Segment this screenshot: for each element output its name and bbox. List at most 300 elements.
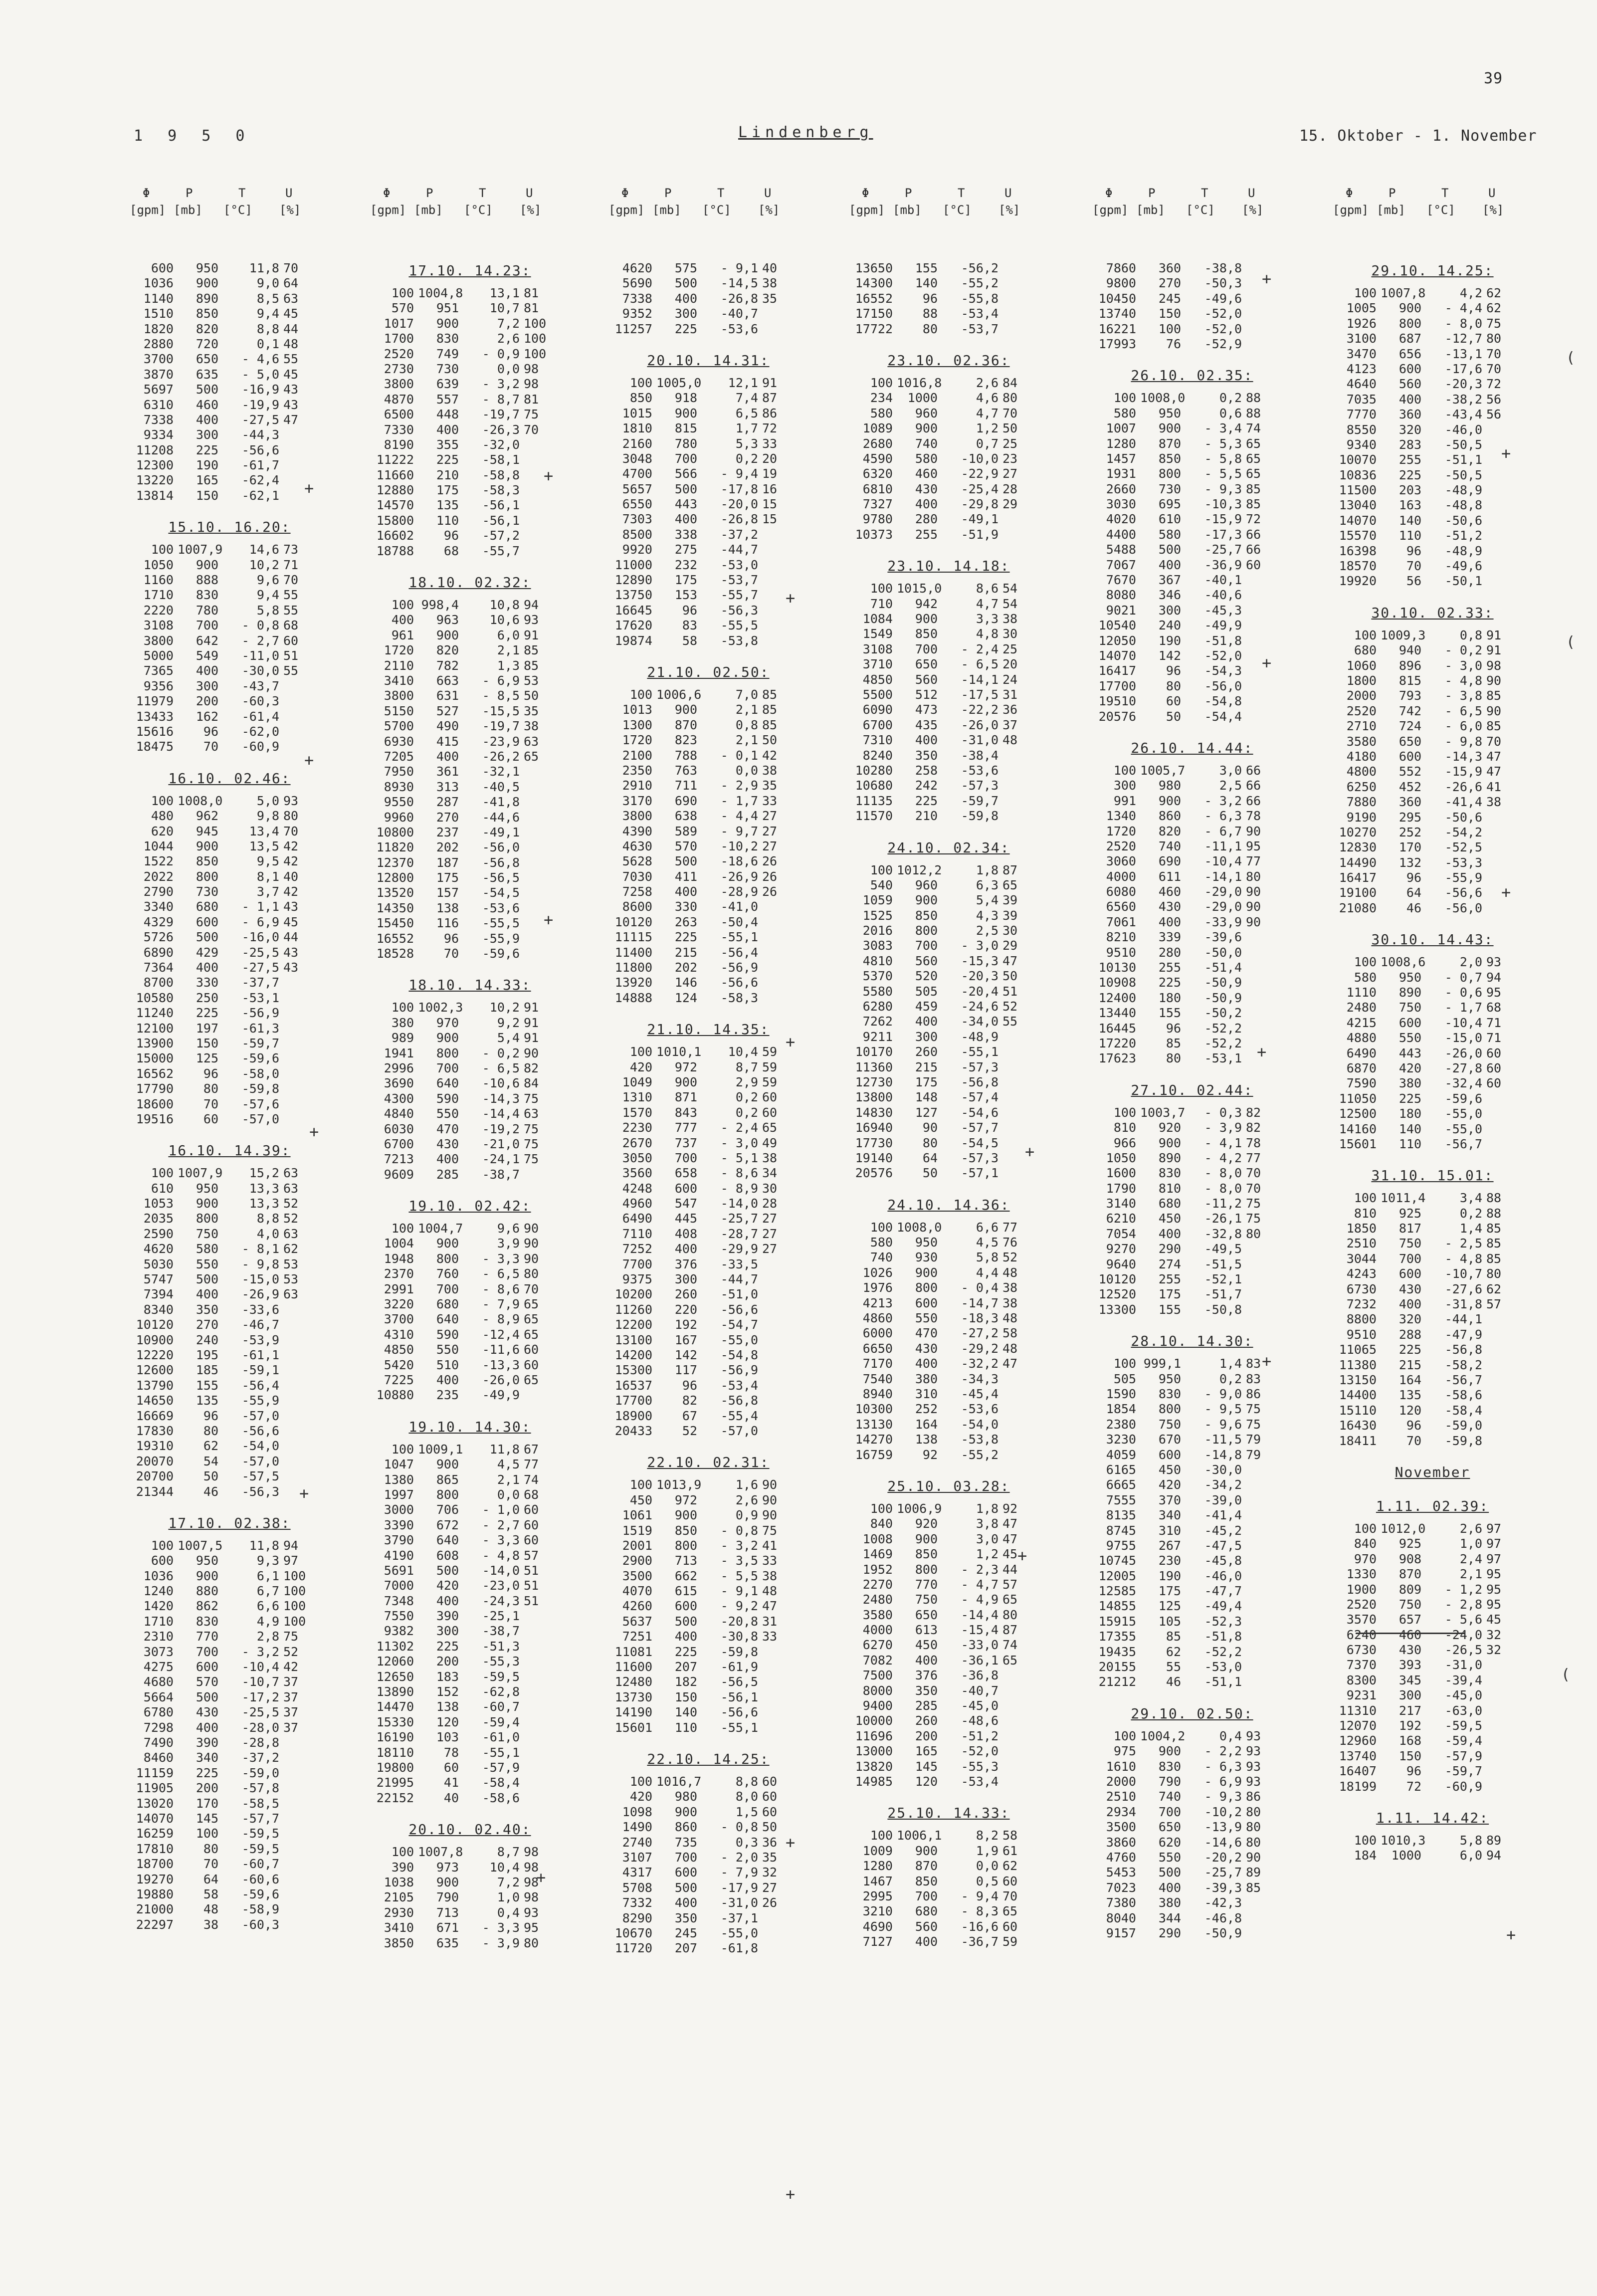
table-row xyxy=(130,1553,329,1568)
pressure-value: 260 xyxy=(915,1713,938,1728)
humidity-value: 63 xyxy=(283,291,299,306)
table-row xyxy=(1092,1372,1292,1387)
table-row xyxy=(1092,1105,1292,1120)
temperature-value: -41,0 xyxy=(720,899,758,914)
table-row xyxy=(849,1136,1048,1151)
sounding-block xyxy=(608,1453,808,1735)
geopotential-value: 7380 xyxy=(1106,1895,1136,1910)
humidity-value: 93 xyxy=(283,793,299,808)
geopotential-value: 1017 xyxy=(384,316,414,331)
humidity-value: 62 xyxy=(1486,1281,1502,1296)
pressure-value: 250 xyxy=(196,990,218,1005)
geopotential-value: 21344 xyxy=(136,1484,174,1499)
table-row xyxy=(608,945,808,960)
geopotential-value: 19880 xyxy=(136,1886,174,1901)
table-row xyxy=(849,1387,1048,1402)
humidity-value: 51 xyxy=(524,1563,539,1578)
geopotential-value: 19510 xyxy=(1098,694,1136,709)
pressure-value: 285 xyxy=(436,1167,459,1182)
geopotential-value: 7590 xyxy=(1346,1076,1377,1091)
table-row xyxy=(849,908,1048,923)
geopotential-value: 12220 xyxy=(136,1348,174,1362)
sounding-time-title: 25.10. 03.28: xyxy=(887,1477,1010,1494)
geopotential-value: 1330 xyxy=(1346,1567,1377,1582)
pressure-value: 890 xyxy=(1398,985,1421,1000)
temperature-value: -56,3 xyxy=(720,603,758,618)
geopotential-value: 840 xyxy=(1354,1536,1377,1551)
temperature-value: -29,0 xyxy=(1204,899,1242,914)
geopotential-value: 7030 xyxy=(622,869,652,884)
humidity-value: 63 xyxy=(283,1181,299,1196)
pressure-value: 750 xyxy=(915,1592,938,1607)
humidity-value: 85 xyxy=(524,658,539,673)
pressure-value: 400 xyxy=(1398,1297,1421,1312)
geopotential-value: 3210 xyxy=(862,1904,893,1919)
geopotential-value: 7310 xyxy=(862,733,893,748)
table-row xyxy=(1333,1833,1532,1848)
pressure-value: 706 xyxy=(436,1502,459,1517)
table-row xyxy=(849,1341,1048,1356)
geopotential-value: 961 xyxy=(391,627,414,642)
temperature-value: 4,8 xyxy=(976,626,998,641)
pressure-value: 187 xyxy=(436,855,459,870)
pressure-value: 730 xyxy=(436,361,459,376)
temperature-value: 6,5 xyxy=(735,406,758,420)
table-row xyxy=(370,658,570,673)
humidity-value: 80 xyxy=(1002,1607,1018,1622)
humidity-value: 98 xyxy=(524,377,539,392)
margin-paren-mark: ( xyxy=(1561,1666,1571,1683)
humidity-value: 48 xyxy=(283,336,299,351)
pressure-value: 192 xyxy=(1398,1718,1421,1733)
table-row xyxy=(370,1745,570,1760)
geopotential-value: 1941 xyxy=(384,1045,414,1060)
geopotential-value: 3073 xyxy=(143,1644,174,1659)
table-row xyxy=(1333,855,1532,870)
geopotential-value: 1510 xyxy=(143,306,174,321)
table-row xyxy=(1333,1061,1532,1076)
pressure-value: 749 xyxy=(436,346,459,361)
temperature-value: -44,1 xyxy=(1444,1312,1482,1327)
pressure-value: 830 xyxy=(1158,1166,1181,1181)
geopotential-value: 580 xyxy=(1354,970,1377,985)
pressure-value: 1008,0 xyxy=(1140,391,1186,406)
geopotential-value: 7327 xyxy=(862,497,893,512)
table-row xyxy=(370,1684,570,1699)
table-row xyxy=(130,679,329,694)
table-row xyxy=(1092,869,1292,884)
humidity-value: 90 xyxy=(524,1045,539,1060)
humidity-value: 57 xyxy=(1486,1297,1502,1312)
geopotential-value: 12005 xyxy=(1098,1568,1136,1583)
table-row xyxy=(1333,1358,1532,1373)
temperature-value: 0,2 xyxy=(1459,1206,1482,1221)
temperature-value: - 5,5 xyxy=(720,1568,758,1583)
pressure-value: 164 xyxy=(1398,1373,1421,1387)
geopotential-value: 13130 xyxy=(855,1417,893,1432)
temperature-value: -55,9 xyxy=(1444,870,1482,885)
table-row xyxy=(1333,1673,1532,1688)
header-unit: [%] xyxy=(998,203,1020,217)
table-row xyxy=(1333,795,1532,810)
pressure-value: 687 xyxy=(1398,331,1421,346)
temperature-value: 2,1 xyxy=(735,702,758,717)
pressure-value: 960 xyxy=(915,406,938,420)
temperature-value: -22,2 xyxy=(961,702,998,717)
humidity-value: 33 xyxy=(762,1629,778,1644)
table-row xyxy=(370,1236,570,1251)
temperature-value: 7,2 xyxy=(497,1875,520,1889)
temperature-value: - 4,8 xyxy=(482,1548,520,1563)
geopotential-value: 10270 xyxy=(1339,825,1377,839)
temperature-value: -50,5 xyxy=(1444,467,1482,482)
humidity-value: 55 xyxy=(283,663,299,678)
table-row xyxy=(849,763,1048,778)
pressure-value: 1007,5 xyxy=(178,1538,223,1553)
temperature-value: 9,2 xyxy=(497,1015,520,1030)
table-row xyxy=(370,1046,570,1061)
geopotential-value: 540 xyxy=(870,877,893,892)
sounding-time-title: 18.10. 02.32: xyxy=(408,574,531,591)
pressure-value: 777 xyxy=(674,1120,697,1135)
geopotential-value: 2910 xyxy=(622,778,652,793)
table-row xyxy=(370,1031,570,1045)
geopotential-value: 100 xyxy=(391,286,414,300)
geopotential-value: 20700 xyxy=(136,1469,174,1484)
temperature-value: 2,6 xyxy=(976,375,998,390)
table-row xyxy=(130,739,329,754)
sounding-time-title: 16.10. 02.46: xyxy=(168,770,291,787)
humidity-value: 91 xyxy=(1486,643,1502,658)
margin-plus-mark: + xyxy=(1501,444,1511,463)
geopotential-value: 19435 xyxy=(1098,1644,1136,1659)
temperature-value: - 3,2 xyxy=(241,1644,279,1659)
geopotential-value: 3048 xyxy=(622,451,652,466)
geopotential-value: 1036 xyxy=(143,276,174,291)
sounding-time-title: 28.10. 14.30: xyxy=(1131,1333,1253,1350)
humidity-value: 40 xyxy=(283,869,299,884)
geopotential-value: 100 xyxy=(629,1477,652,1492)
geopotential-value: 850 xyxy=(629,391,652,406)
humidity-value: 30 xyxy=(1002,626,1018,641)
table-row xyxy=(1092,809,1292,824)
humidity-value: 27 xyxy=(762,1242,778,1256)
pressure-value: 60 xyxy=(443,1760,459,1775)
temperature-value: -40,7 xyxy=(961,1683,998,1698)
temperature-value: -56,9 xyxy=(720,1363,758,1378)
humidity-value: 60 xyxy=(1486,1045,1502,1060)
pressure-value: 150 xyxy=(1398,1748,1421,1763)
pressure-value: 900 xyxy=(674,702,697,717)
temperature-value: -46,0 xyxy=(1444,422,1482,437)
temperature-value: -44,3 xyxy=(241,427,279,442)
geopotential-value: 17623 xyxy=(1098,1051,1136,1066)
pressure-value: 850 xyxy=(915,1547,938,1562)
header-unit: [mb] xyxy=(174,203,202,217)
table-row xyxy=(608,884,808,899)
pressure-value: 127 xyxy=(915,1105,938,1120)
humidity-value: 59 xyxy=(762,1059,778,1074)
pressure-value: 54 xyxy=(203,1454,218,1468)
pressure-value: 890 xyxy=(1158,1150,1181,1165)
pressure-value: 120 xyxy=(1398,1403,1421,1418)
temperature-value: - 9,8 xyxy=(1444,734,1482,749)
table-row xyxy=(1092,975,1292,990)
geopotential-value: 11800 xyxy=(614,960,652,975)
pressure-value: 547 xyxy=(674,1196,697,1211)
sounding-column xyxy=(608,185,808,1956)
pressure-value: 40 xyxy=(443,1790,459,1805)
geopotential-value: 4620 xyxy=(622,261,652,275)
pressure-value: 950 xyxy=(196,1181,218,1196)
geopotential-value: 4870 xyxy=(384,392,414,407)
geopotential-value: 3580 xyxy=(862,1607,893,1622)
humidity-value: 75 xyxy=(1246,1417,1261,1432)
geopotential-value: 10120 xyxy=(614,914,652,929)
humidity-value: 43 xyxy=(283,397,299,412)
temperature-value: -49,6 xyxy=(1204,291,1242,306)
humidity-value: 47 xyxy=(1002,1516,1018,1531)
pressure-value: 142 xyxy=(674,1348,697,1362)
pressure-value: 1008,6 xyxy=(1381,955,1426,970)
pressure-value: 730 xyxy=(196,884,218,899)
table-row xyxy=(1333,1122,1532,1137)
pressure-value: 520 xyxy=(915,969,938,984)
pressure-value: 220 xyxy=(674,1302,697,1317)
pressure-value: 280 xyxy=(915,512,938,527)
pressure-value: 340 xyxy=(1158,1508,1181,1523)
pressure-value: 167 xyxy=(674,1332,697,1347)
humidity-value: 59 xyxy=(762,1044,778,1059)
sounding-time-title: 1.11. 02.39: xyxy=(1376,1497,1489,1514)
table-row xyxy=(608,633,808,648)
geopotential-value: 1038 xyxy=(384,1875,414,1889)
sounding-time-title: 30.10. 02.33: xyxy=(1371,604,1494,621)
pressure-value: 85 xyxy=(1166,1629,1181,1644)
sounding-time-title: 17.10. 02.38: xyxy=(168,1514,291,1531)
table-row xyxy=(608,1553,808,1568)
pressure-value: 330 xyxy=(674,899,697,914)
pressure-value: 580 xyxy=(1158,527,1181,542)
table-row xyxy=(1333,1688,1532,1703)
temperature-value: -17,3 xyxy=(1204,527,1242,542)
table-row xyxy=(1333,422,1532,437)
table-row xyxy=(370,1472,570,1487)
table-row xyxy=(370,468,570,483)
temperature-value: -49,9 xyxy=(482,1388,520,1403)
table-row xyxy=(608,1227,808,1242)
table-row xyxy=(370,688,570,703)
geopotential-value: 10680 xyxy=(855,778,893,793)
temperature-value: 2,1 xyxy=(735,733,758,748)
temperature-value: - 4,4 xyxy=(720,809,758,824)
geopotential-value: 8800 xyxy=(1346,1312,1377,1327)
humidity-value: 38 xyxy=(762,1568,778,1583)
pressure-value: 860 xyxy=(1158,809,1181,824)
humidity-value: 75 xyxy=(524,1091,539,1106)
temperature-value: -58,3 xyxy=(720,990,758,1005)
temperature-value: -57,3 xyxy=(961,1059,998,1074)
pressure-value: 155 xyxy=(1158,1006,1181,1021)
pressure-value: 820 xyxy=(196,321,218,336)
geopotential-value: 9800 xyxy=(1106,276,1136,291)
humidity-value: 39 xyxy=(1002,908,1018,923)
temperature-value: 1,8 xyxy=(976,1501,998,1516)
table-row xyxy=(130,1887,329,1902)
table-row xyxy=(370,1016,570,1031)
temperature-value: -45,3 xyxy=(1204,603,1242,618)
humidity-value: 48 xyxy=(762,1584,778,1599)
pressure-value: 550 xyxy=(915,1311,938,1326)
geopotential-value: 16417 xyxy=(1098,663,1136,678)
temperature-value: -58,5 xyxy=(241,1796,279,1811)
temperature-value: 6,1 xyxy=(256,1568,279,1583)
pressure-value: 940 xyxy=(1398,643,1421,658)
header-symbol: Φ xyxy=(383,186,391,200)
table-row xyxy=(608,1424,808,1439)
temperature-value: -57,1 xyxy=(961,1166,998,1181)
pressure-value: 1011,4 xyxy=(1381,1191,1426,1206)
pressure-value: 650 xyxy=(1398,734,1421,749)
table-row xyxy=(1092,482,1292,497)
geopotential-value: 3390 xyxy=(384,1517,414,1532)
table-row xyxy=(608,482,808,497)
sounding-block xyxy=(1333,603,1532,916)
humidity-value: 90 xyxy=(1246,914,1261,929)
geopotential-value: 1007 xyxy=(1106,421,1136,436)
geopotential-value: 7054 xyxy=(1106,1226,1136,1241)
margin-plus-mark: + xyxy=(1501,883,1511,902)
table-row xyxy=(370,1167,570,1182)
geopotential-value: 12585 xyxy=(1098,1584,1136,1599)
temperature-value: -14,1 xyxy=(1204,869,1242,884)
humidity-value: 16 xyxy=(762,481,778,496)
pressure-value: 900 xyxy=(915,1531,938,1546)
temperature-value: - 5,0 xyxy=(241,367,279,382)
year-label: 1 9 5 0 xyxy=(134,127,253,145)
temperature-value: -51,5 xyxy=(1204,1256,1242,1271)
header-unit: [gpm] xyxy=(370,203,406,217)
temperature-value: 0,2 xyxy=(735,451,758,466)
temperature-value: 10,8 xyxy=(489,598,520,613)
table-row xyxy=(608,1805,808,1820)
geopotential-value: 18528 xyxy=(376,946,414,961)
table-row xyxy=(1092,794,1292,809)
pressure-value: 459 xyxy=(915,999,938,1014)
pressure-value: 67 xyxy=(682,1408,697,1423)
table-row xyxy=(1092,1789,1292,1804)
pressure-value: 290 xyxy=(1158,1925,1181,1940)
table-row xyxy=(1092,573,1292,588)
pressure-value: 110 xyxy=(436,513,459,528)
pressure-value: 400 xyxy=(674,1629,697,1644)
geopotential-value: 505 xyxy=(1113,1371,1136,1386)
geopotential-value: 12200 xyxy=(614,1317,652,1332)
geopotential-value: 10130 xyxy=(1098,960,1136,975)
temperature-value: -50,6 xyxy=(1444,810,1482,825)
pressure-value: 200 xyxy=(196,1781,218,1796)
geopotential-value: 8210 xyxy=(1106,930,1136,945)
pressure-value: 88 xyxy=(922,306,938,321)
table-row xyxy=(849,1774,1048,1789)
humidity-value: 43 xyxy=(283,382,299,397)
geopotential-value: 3500 xyxy=(1106,1820,1136,1835)
geopotential-value: 7262 xyxy=(862,1014,893,1029)
humidity-value: 52 xyxy=(283,1196,299,1211)
temperature-value: -27,5 xyxy=(241,412,279,427)
humidity-value: 38 xyxy=(1002,1295,1018,1310)
table-row xyxy=(849,1090,1048,1105)
table-row xyxy=(370,870,570,885)
geopotential-value: 4310 xyxy=(384,1327,414,1342)
temperature-value: -32,0 xyxy=(482,437,520,452)
geopotential-value: 21080 xyxy=(1339,900,1377,915)
pressure-value: 270 xyxy=(1158,276,1181,291)
geopotential-value: 100 xyxy=(1113,1105,1136,1120)
temperature-value: 0,8 xyxy=(735,717,758,732)
table-row xyxy=(849,1828,1048,1843)
pressure-value: 225 xyxy=(1398,467,1421,482)
pressure-value: 650 xyxy=(196,352,218,367)
temperature-value: -56,8 xyxy=(720,1393,758,1408)
pressure-value: 620 xyxy=(1158,1835,1181,1850)
column-header xyxy=(370,185,570,247)
humidity-value: 38 xyxy=(1002,612,1018,626)
humidity-value: 48 xyxy=(1002,1311,1018,1326)
temperature-value: - 3,9 xyxy=(482,1935,520,1950)
geopotential-value: 15300 xyxy=(614,1363,652,1378)
table-row xyxy=(130,794,329,809)
geopotential-value: 2995 xyxy=(862,1888,893,1903)
table-row xyxy=(130,884,329,899)
temperature-value: -55,0 xyxy=(1444,1121,1482,1136)
temperature-value: -59,7 xyxy=(241,1036,279,1050)
pressure-value: 552 xyxy=(1398,764,1421,779)
table-row xyxy=(1092,1448,1292,1462)
pressure-value: 339 xyxy=(1158,930,1181,945)
temperature-value: -24,6 xyxy=(961,999,998,1014)
sounding-time-title: 23.10. 02.36: xyxy=(887,352,1010,369)
humidity-value: 43 xyxy=(283,960,299,975)
temperature-value: 0,4 xyxy=(1219,1728,1242,1743)
humidity-value: 97 xyxy=(1486,1536,1502,1551)
humidity-value: 85 xyxy=(1486,1221,1502,1236)
geopotential-value: 9340 xyxy=(1346,437,1377,452)
geopotential-value: 100 xyxy=(1354,286,1377,300)
table-row xyxy=(608,261,808,276)
geopotential-value: 6490 xyxy=(622,1211,652,1226)
geopotential-value: 4760 xyxy=(1106,1850,1136,1865)
humidity-value: 47 xyxy=(762,1599,778,1614)
pressure-value: 830 xyxy=(196,1614,218,1629)
sounding-block xyxy=(1333,1462,1532,1482)
temperature-value: -56,3 xyxy=(241,1484,279,1499)
geopotential-value: 3000 xyxy=(384,1502,414,1517)
humidity-value: 37 xyxy=(283,1689,299,1704)
table-row xyxy=(130,1196,329,1211)
geopotential-value: 100 xyxy=(151,542,174,557)
table-row xyxy=(1092,337,1292,352)
pressure-value: 724 xyxy=(1398,719,1421,734)
humidity-value: 65 xyxy=(1246,466,1261,481)
geopotential-value: 15601 xyxy=(614,1720,652,1735)
sounding-block xyxy=(608,1020,808,1439)
sounding-time-title: 16.10. 14.39: xyxy=(168,1142,291,1159)
table-row xyxy=(370,437,570,452)
geopotential-value: 400 xyxy=(391,613,414,627)
header-unit: [%] xyxy=(758,203,780,217)
pressure-value: 85 xyxy=(1166,1036,1181,1050)
